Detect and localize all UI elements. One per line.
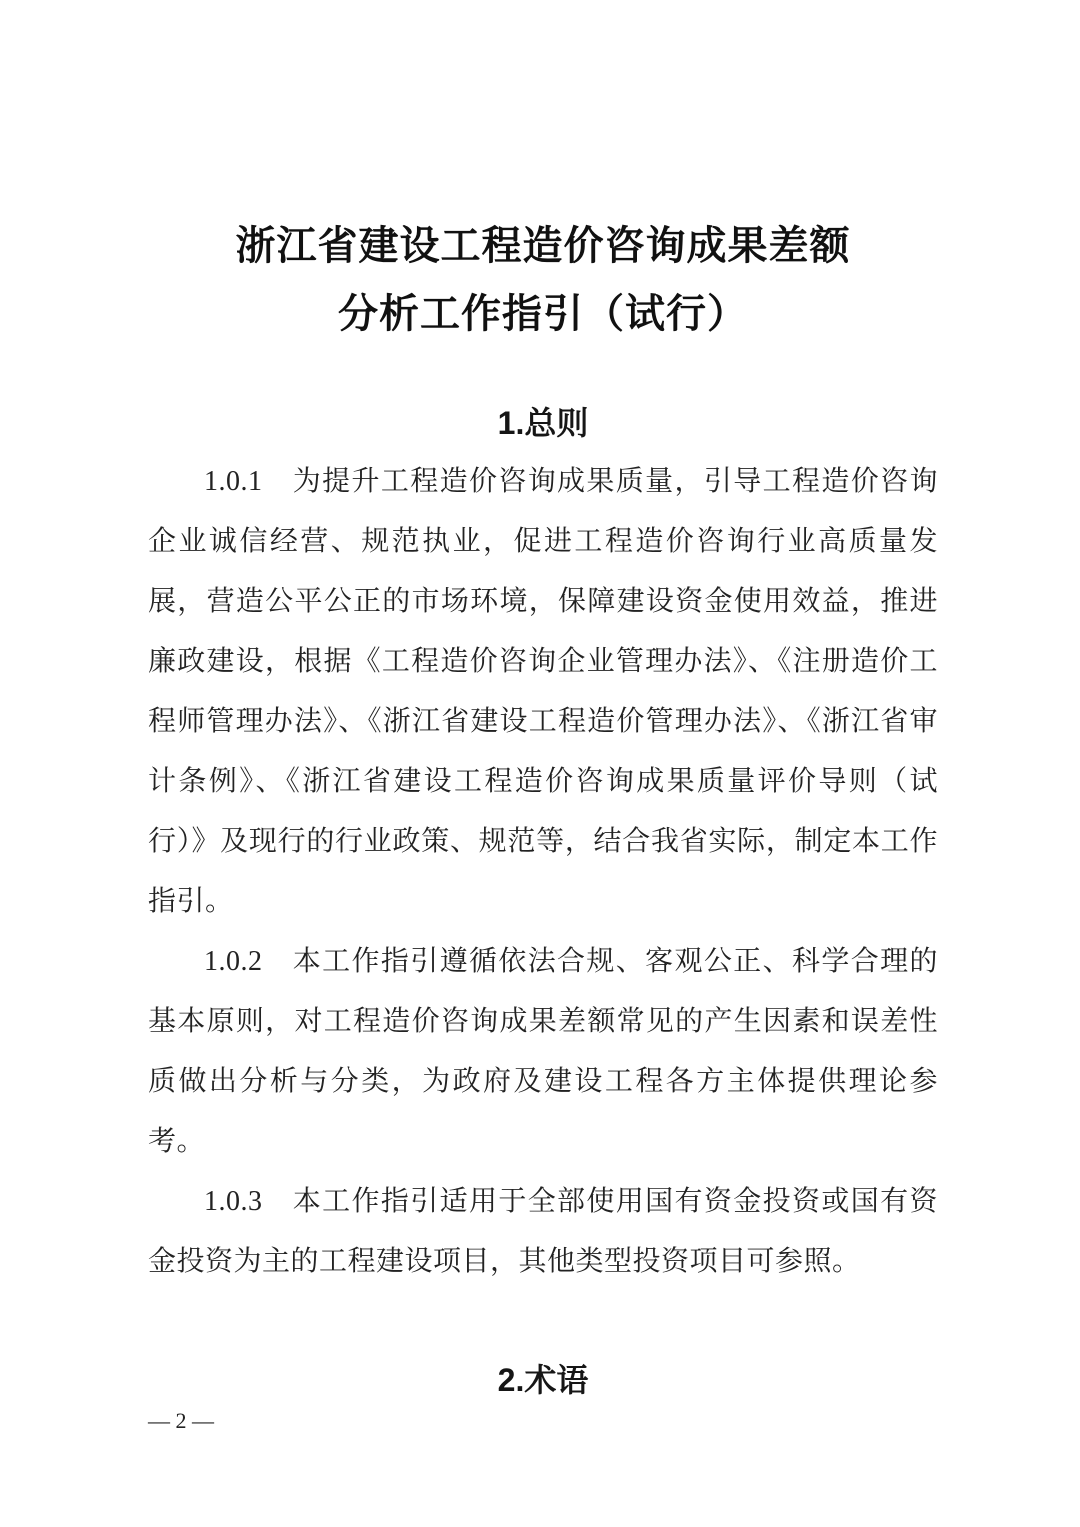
section-heading-general-provisions: 1.总则 — [497, 405, 589, 441]
section-heading-terms: 2.术语 — [497, 1362, 589, 1398]
document-title-line1: 浙江省建设工程造价咨询成果差额 — [235, 223, 851, 268]
paragraph-1-0-2: 1.0.2 本工作指引遵循依法合规、客观公正、科学合理的基本原则，对工程造价咨询成果差额常见的产生因素和误差性质做出分析与分类，为政府及建设工程各方主体提供理论参考。 — [148, 946, 938, 1157]
document-title-line2: 分析工作指引（试行） — [338, 291, 748, 336]
paragraph-1-0-1: 1.0.1 为提升工程造价咨询成果质量，引导工程造价咨询企业诚信经营、规范执业，促进工程造价咨询行业高质量发展，营造公平公正的市场环境，保障建设资金使用效益，推进廉政建设，根据《工程造价咨询企业管理办法》、《注册造价工程师管理办法》、《浙江省建设工程造价管理办法》、《浙江省审计条例》、《浙江省建设工程造价咨询成果质量评价导则（试行）》及现行的行业政策、规范等，结合我省实际，制定本工作指引。 — [148, 466, 938, 917]
page-number: — 2 — — [148, 1408, 214, 1433]
section-body-general-provisions — [148, 452, 938, 1292]
paragraph-1-0-3: 1.0.3 本工作指引适用于全部使用国有资金投资或国有资金投资为主的工程建设项目，其他类型投资项目可参照。 — [148, 1186, 938, 1277]
document-title — [148, 212, 938, 348]
